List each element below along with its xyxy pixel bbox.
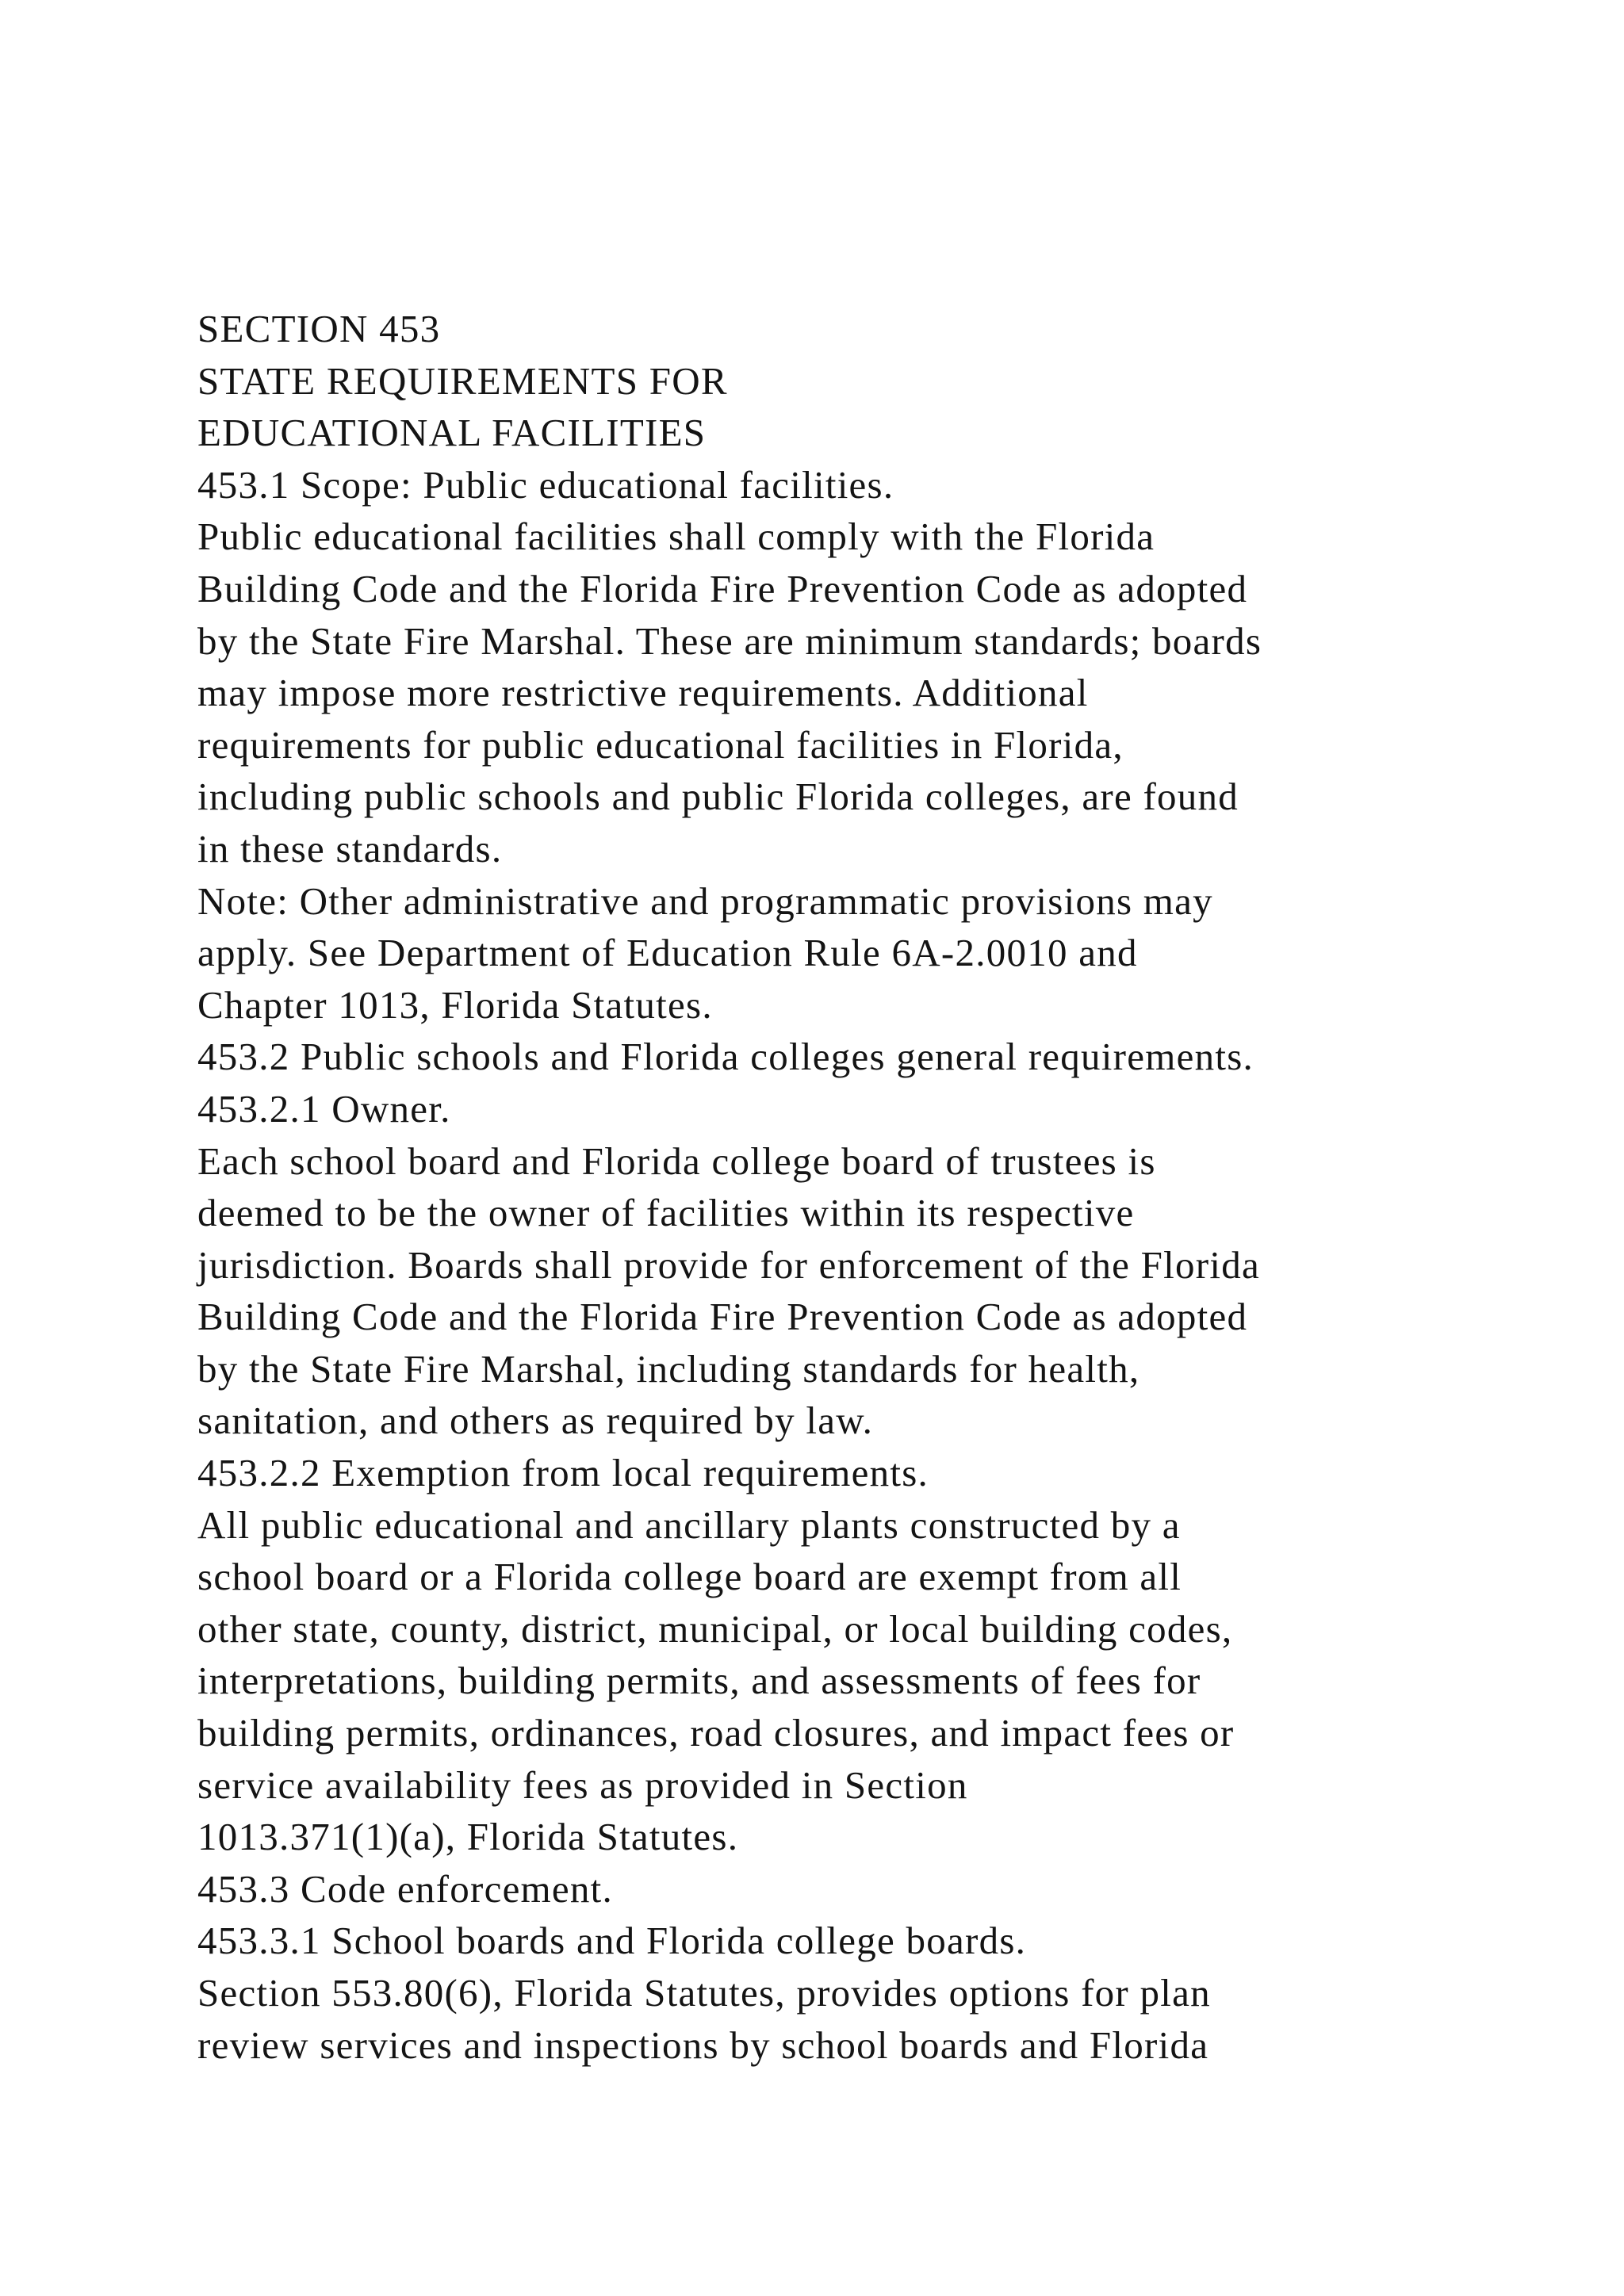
text-line: may impose more restrictive requirements. Additional [197, 671, 1089, 715]
text-line: sanitation, and others as required by law. [197, 1399, 874, 1443]
section-number: SECTION 453 [197, 307, 441, 350]
text-line: other state, county, district, municipal, or local building codes, [197, 1606, 1233, 1651]
heading-453-2: 453.2 Public schools and Florida colleges general requirements. [197, 1035, 1254, 1079]
text-line: service availability fees as provided in Section [197, 1762, 968, 1807]
text-line: Each school board and Florida college board of trustees is [197, 1138, 1156, 1183]
text-line: jurisdiction. Boards shall provide for enforcement of the Florida [197, 1242, 1260, 1287]
text-line: Building Code and the Florida Fire Prevention Code as adopted [197, 1295, 1248, 1339]
text-line: requirements for public educational facilities in Florida, [197, 722, 1124, 767]
text-line: by the State Fire Marshal, including standards for health, [197, 1346, 1140, 1391]
text-line: Public educational facilities shall comply with the Florida [197, 515, 1155, 559]
heading-453-3: 453.3 Code enforcement. [197, 1866, 614, 1911]
text-line: by the State Fire Marshal. These are minimum standards; boards [197, 618, 1262, 663]
note-line: Note: Other administrative and programmatic provisions may [197, 878, 1213, 923]
text-line: including public schools and public Florida colleges, are found [197, 775, 1239, 819]
heading-453-2-1: 453.2.1 Owner. [197, 1086, 451, 1131]
section-title-line-1: STATE REQUIREMENTS FOR [197, 358, 728, 403]
heading-453-2-2: 453.2.2 Exemption from local requirements. [197, 1451, 929, 1495]
text-line: 1013.371(1)(a), Florida Statutes. [197, 1815, 739, 1859]
text-line: deemed to be the owner of facilities within its respective [197, 1191, 1135, 1235]
text-line: review services and inspections by school boards and Florida [197, 2022, 1209, 2067]
note-line: Chapter 1013, Florida Statutes. [197, 982, 713, 1027]
text-line: Section 553.80(6), Florida Statutes, provides options for plan [197, 1971, 1211, 2015]
text-line: building permits, ordinances, road closures, and impact fees or [197, 1711, 1235, 1755]
text-line: All public educational and ancillary plants constructed by a [197, 1502, 1181, 1547]
text-line: school board or a Florida college board are exempt from all [197, 1555, 1182, 1599]
document-body [197, 303, 1545, 2071]
text-line: Building Code and the Florida Fire Prevention Code as adopted [197, 566, 1248, 610]
heading-453-1: 453.1 Scope: Public educational facilities. [197, 462, 894, 507]
text-line: in these standards. [197, 826, 503, 871]
text-line: interpretations, building permits, and assessments of fees for [197, 1659, 1201, 1703]
note-line: apply. See Department of Education Rule 6A-2.0010 and [197, 931, 1138, 975]
section-title-line-2: EDUCATIONAL FACILITIES [197, 411, 707, 455]
heading-453-3-1: 453.3.1 School boards and Florida college boards. [197, 1919, 1027, 1963]
